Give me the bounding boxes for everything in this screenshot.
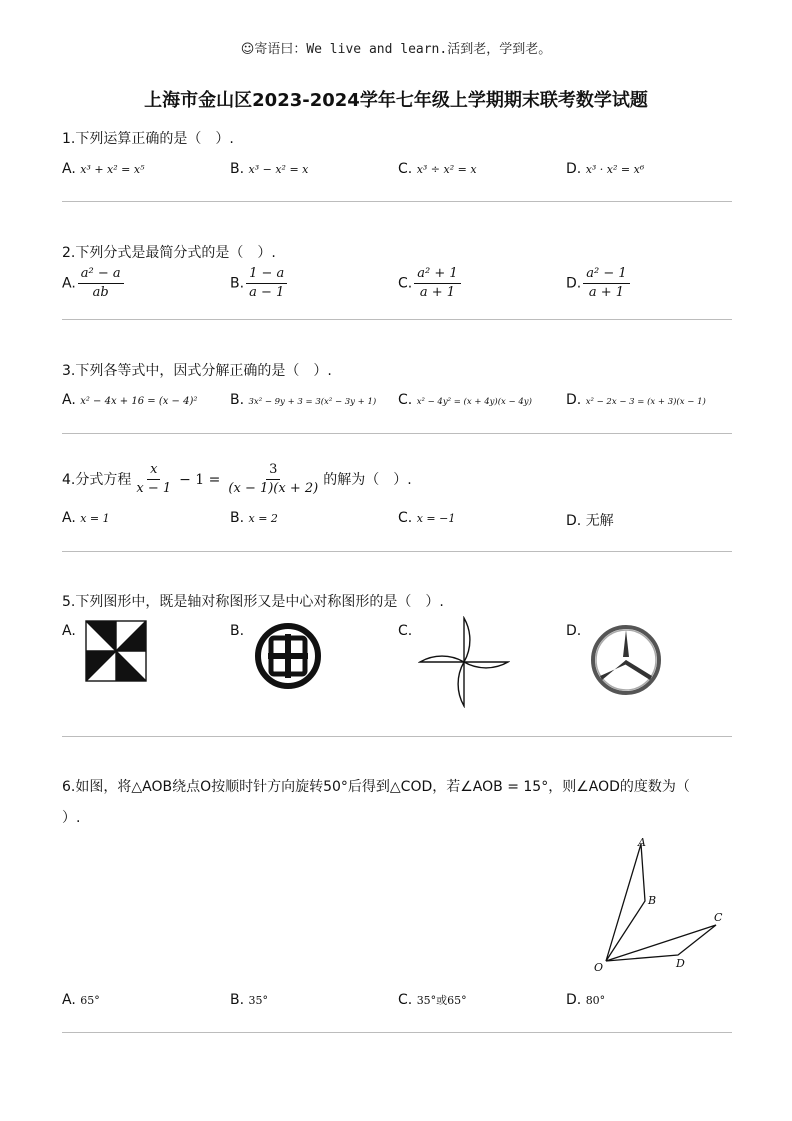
- question-1-stem: 1.下列运算正确的是（ ）.: [62, 131, 234, 147]
- option-b[interactable]: B.: [230, 623, 245, 639]
- option-c[interactable]: C. $\frac{\text{a² + 1}}{a + 1}$: [398, 266, 463, 301]
- divider: [62, 319, 732, 320]
- option-b[interactable]: B. $\frac{1 - a}{a - 1}$: [230, 266, 289, 301]
- three-point-star-figure[interactable]: [590, 624, 662, 696]
- option-c[interactable]: C. x = −1: [398, 510, 456, 526]
- label-a: A: [638, 836, 646, 849]
- option-a[interactable]: A. x³ + x² = x⁵: [62, 161, 145, 177]
- rotation-diagram: [588, 834, 728, 976]
- option-c[interactable]: C. x² − 4y² = (x + 4y)(x − 4y): [398, 392, 532, 408]
- option-d-text: 80°: [585, 994, 606, 1007]
- option-d[interactable]: D. x² − 2x − 3 = (x + 3)(x − 1): [566, 392, 706, 408]
- divider: [62, 433, 732, 434]
- label-o: O: [594, 961, 604, 974]
- option-b[interactable]: B. x = 2: [230, 510, 278, 526]
- option-c-fraction: $\frac{\text{a² + 1}}{a + 1}$: [414, 266, 460, 301]
- option-c-text: x = −1: [416, 512, 456, 525]
- option-a[interactable]: A. x = 1: [62, 510, 110, 526]
- option-b-fraction: $\frac{1 - a}{a - 1}$: [246, 266, 287, 301]
- option-a[interactable]: A.: [62, 623, 76, 639]
- option-d[interactable]: D.: [566, 623, 582, 639]
- divider: [62, 551, 732, 552]
- option-b[interactable]: B. 35°: [230, 992, 269, 1008]
- option-d-fraction: $\frac{\text{a² − 1}}{a + 1}$: [583, 266, 629, 301]
- question-2: [62, 242, 732, 300]
- option-a-text: 65°: [80, 994, 100, 1007]
- triangle-aob: [606, 844, 645, 961]
- quarter-circle-fan-figure[interactable]: [418, 616, 510, 708]
- option-b-text: 35°: [248, 994, 269, 1007]
- equation-fraction-left: $\frac{x}{x - 1}$: [136, 462, 172, 496]
- motto-chinese: 活到老，学到老。: [447, 42, 552, 57]
- option-c-text: x² − 4y² = (x + 4y)(x − 4y): [416, 397, 532, 407]
- motto-line: [0, 38, 792, 57]
- question-4: [62, 462, 732, 529]
- divider: [62, 201, 732, 202]
- option-c-text: 35°或65°: [416, 994, 467, 1007]
- motto-english: We live and learn.: [306, 42, 448, 57]
- option-a[interactable]: A. x² − 4x + 16 = (x − 4)²: [62, 392, 198, 408]
- option-d-text: x² − 2x − 3 = (x + 3)(x − 1): [585, 397, 706, 407]
- option-b-text: 3x² − 9y + 3 = 3(x² − 3y + 1): [248, 397, 377, 407]
- option-d-text: x³ · x² = x⁶: [585, 163, 645, 176]
- option-a-fraction: $\frac{\text{a² − a}}{ab}$: [78, 266, 124, 301]
- equation-fraction-right: $\frac{3}{(x - 1)(x + 2)}$: [228, 462, 319, 496]
- pinwheel-figure[interactable]: [84, 619, 148, 683]
- question-4-stem: 4.分式方程 $\frac{x}{x - 1}$ − 1 = $\frac{3}{(x - 1)(x + 2)}$ 的解为（ ）.: [62, 462, 412, 496]
- question-5-stem: 5.下列图形中，既是轴对称图形又是中心对称图形的是（ ）.: [62, 594, 444, 610]
- question-3-stem: 3.下列各等式中，因式分解正确的是（ ）.: [62, 363, 332, 379]
- triangle-cod: [606, 925, 716, 961]
- option-b-text: x³ − x² = x: [248, 163, 309, 176]
- option-b-text: x = 2: [248, 512, 278, 525]
- divider: [62, 736, 732, 737]
- bank-logo-figure[interactable]: [254, 622, 322, 690]
- question-6-stem-line1: 6.如图，将△AOB绕点O按顺时针方向旋转50°后得到△COD，若∠AOB = 15°，则∠AOD的度数为（: [62, 779, 690, 795]
- option-a-text: x² − 4x + 16 = (x − 4)²: [80, 396, 198, 407]
- option-a-text: x = 1: [80, 512, 110, 525]
- option-b[interactable]: B. x³ − x² = x: [230, 161, 309, 177]
- label-b: B: [648, 894, 657, 907]
- question-2-stem: 2.下列分式是最简分式的是（ ）.: [62, 245, 276, 261]
- question-3: [62, 360, 732, 408]
- motto-prefix: ☺寄语曰：: [240, 42, 307, 57]
- option-b[interactable]: B. 3x² − 9y + 3 = 3(x² − 3y + 1): [230, 392, 377, 408]
- option-d[interactable]: D. $\frac{\text{a² − 1}}{a + 1}$: [566, 266, 632, 301]
- question-5: [62, 591, 732, 639]
- option-d[interactable]: D. 无解: [566, 513, 614, 529]
- option-a-text: x³ + x² = x⁵: [80, 163, 145, 176]
- option-c[interactable]: C. 35°或65°: [398, 992, 467, 1008]
- option-d-text: 无解: [585, 513, 614, 529]
- question-6: [62, 776, 732, 829]
- option-a[interactable]: A. $\frac{\text{a² − a}}{ab}$: [62, 266, 126, 301]
- page-title: 上海市金山区2023-2024学年七年级上学期期末联考数学试题: [144, 90, 648, 111]
- question-1: [62, 128, 732, 177]
- option-d[interactable]: D. x³ · x² = x⁶: [566, 161, 645, 177]
- option-c[interactable]: C. x³ ÷ x² = x: [398, 161, 477, 177]
- divider: [62, 1032, 732, 1033]
- option-a[interactable]: A. 65°: [62, 992, 100, 1008]
- option-c-text: x³ ÷ x² = x: [416, 163, 477, 176]
- label-d: D: [676, 957, 685, 970]
- question-6-stem-line2: ）.: [62, 810, 81, 826]
- option-d[interactable]: D. 80°: [566, 992, 606, 1008]
- option-c[interactable]: C.: [398, 623, 413, 639]
- label-c: C: [714, 911, 723, 924]
